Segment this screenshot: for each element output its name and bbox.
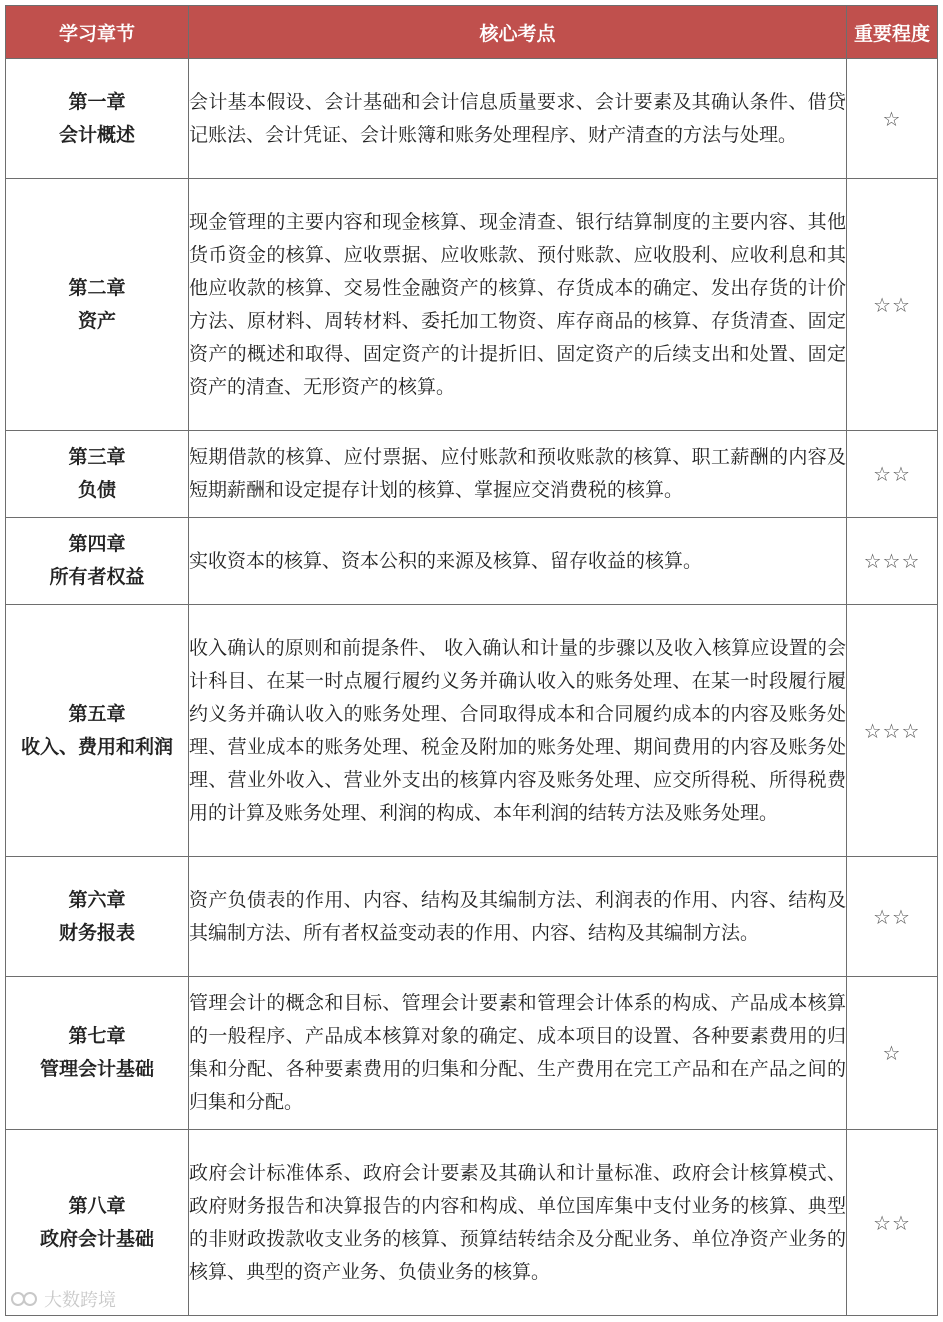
chapter-name: 负债 <box>77 479 116 501</box>
chapter-number: 第八章 <box>68 1194 126 1217</box>
key-points-cell: 短期借款的核算、应付票据、应付账款和预收账款的核算、职工薪酬的内容及短期薪酬和设定提存计划的核算、掌握应交消费税的核算。 <box>189 431 847 518</box>
importance-rating: ☆☆☆ <box>847 605 938 857</box>
key-points-cell: 管理会计的概念和目标、管理会计要素和管理会计体系的构成、产品成本核算的一般程序、产品成本核算对象的确定、成本项目的设置、各种要素费用的归集和分配、各种要素费用的归集和分配、生产费用在完工产品和在产品之间的归集和分配。 <box>189 977 847 1130</box>
chapter-name: 收入、费用和利润 <box>20 735 173 758</box>
importance-rating: ☆☆ <box>847 857 938 977</box>
table-row <box>6 179 938 431</box>
importance-rating: ☆☆ <box>847 431 938 518</box>
importance-rating: ☆ <box>847 977 938 1130</box>
chapter-cell <box>6 857 189 977</box>
key-points-cell: 收入确认的原则和前提条件、 收入确认和计量的步骤以及收入核算应设置的会计科目、在某一时点履行履约义务并确认收入的账务处理、在某一时段履行履约义务并确认收入的账务处理、合同取得成本和合同履约成本的内容及账务处理、营业成本的账务处理、税金及附加的账务处理、期间费用的内容及账务处理、营业外收入、营业外支出的核算内容及账务处理、应交所得税、所得税费用的计算及账务处理、利润的构成、本年利润的结转方法及账务处理。 <box>189 605 847 857</box>
chapter-name: 所有者权益 <box>49 566 145 588</box>
chapter-cell <box>6 977 189 1130</box>
chapter-number: 第七章 <box>68 1025 126 1047</box>
key-points-cell: 政府会计标准体系、政府会计要素及其确认和计量标准、政府会计核算模式、政府财务报告和决算报告的内容和构成、单位国库集中支付业务的核算、典型的非财政拨款收支业务的核算、预算结转结余及分配业务、单位净资产业务的核算、典型的资产业务、负债业务的核算。 <box>189 1130 847 1316</box>
importance-rating: ☆ <box>847 59 938 179</box>
chapter-cell <box>6 179 189 431</box>
watermark-text: 大数跨境 <box>44 1290 116 1311</box>
header-chapter: 学习章节 <box>6 6 189 59</box>
chapter-number: 第四章 <box>68 533 126 555</box>
study-table <box>5 5 938 1316</box>
table-row <box>6 518 938 605</box>
chapter-name: 政府会计基础 <box>39 1227 154 1250</box>
key-points-cell: 实收资本的核算、资本公积的来源及核算、留存收益的核算。 <box>189 518 847 605</box>
chapter-cell <box>6 59 189 179</box>
importance-rating: ☆☆ <box>847 179 938 431</box>
chapter-name: 会计概述 <box>58 123 135 146</box>
watermark <box>10 1286 116 1312</box>
chapter-name: 资产 <box>77 309 116 332</box>
table-row <box>6 605 938 857</box>
table-row <box>6 977 938 1130</box>
key-points-cell: 会计基本假设、会计基础和会计信息质量要求、会计要素及其确认条件、借贷记账法、会计凭证、会计账簿和账务处理程序、财产清查的方法与处理。 <box>189 59 847 179</box>
table-row <box>6 59 938 179</box>
key-points-cell: 资产负债表的作用、内容、结构及其编制方法、利润表的作用、内容、结构及其编制方法、所有者权益变动表的作用、内容、结构及其编制方法。 <box>189 857 847 977</box>
chapter-cell <box>6 431 189 518</box>
chapter-number: 第二章 <box>68 276 126 299</box>
importance-rating: ☆☆ <box>847 1130 938 1316</box>
table-row <box>6 857 938 977</box>
key-points-cell: 现金管理的主要内容和现金核算、现金清查、银行结算制度的主要内容、其他货币资金的核算、应收票据、应收账款、预付账款、应收股利、应收利息和其他应收款的核算、交易性金融资产的核算、存货成本的确定、发出存货的计价方法、原材料、周转材料、委托加工物资、库存商品的核算、存货清查、固定资产的概述和取得、固定资产的计提折旧、固定资产的后续支出和处置、固定资产的清查、无形资产的核算。 <box>189 179 847 431</box>
chapter-number: 第六章 <box>68 888 126 911</box>
importance-rating: ☆☆☆ <box>847 518 938 605</box>
header-key-points: 核心考点 <box>189 6 847 59</box>
header-row <box>6 6 938 59</box>
chapter-number: 第一章 <box>68 90 126 113</box>
table-row <box>6 1130 938 1316</box>
table-row <box>6 431 938 518</box>
logo-icon <box>10 1288 40 1310</box>
header-importance: 重要程度 <box>847 6 938 59</box>
chapter-number: 第三章 <box>68 446 126 468</box>
chapter-cell <box>6 518 189 605</box>
chapter-cell <box>6 605 189 857</box>
chapter-name: 财务报表 <box>58 921 135 944</box>
chapter-number: 第五章 <box>68 702 126 725</box>
chapter-name: 管理会计基础 <box>39 1058 154 1080</box>
